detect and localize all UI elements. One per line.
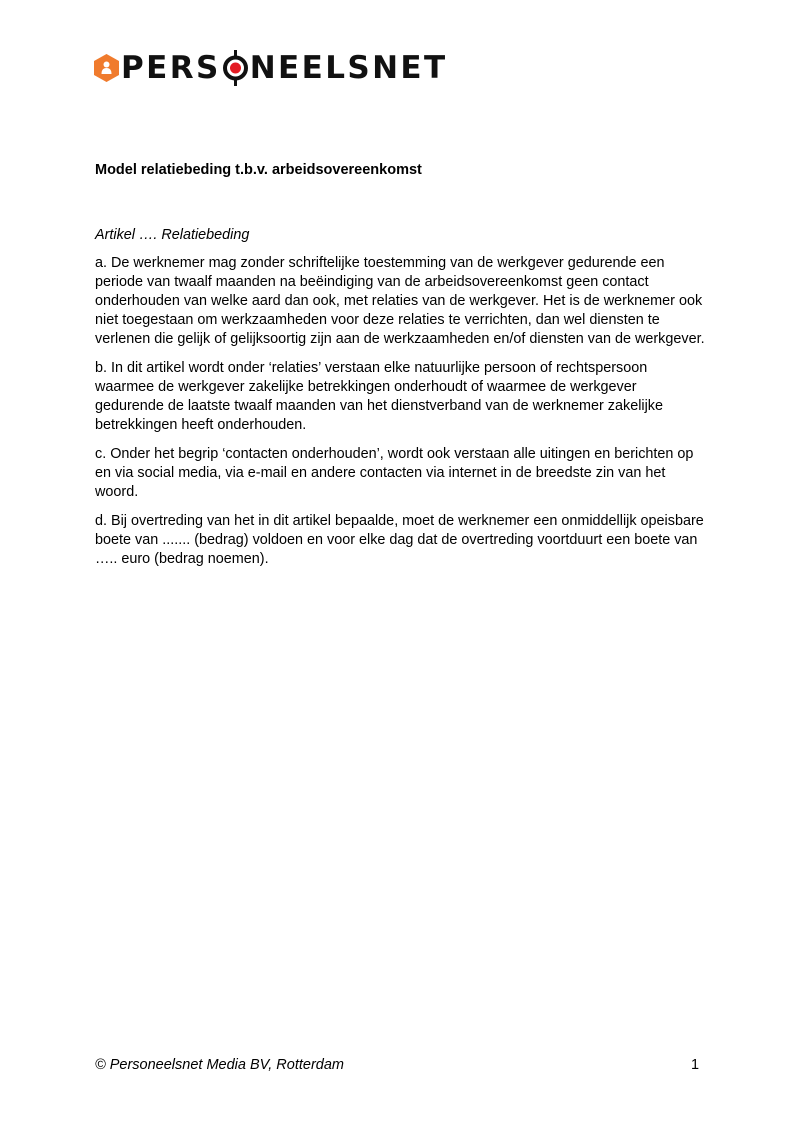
personeelsnet-logo [94, 48, 448, 88]
logo-wordmark [121, 48, 448, 88]
footer-copyright: © Personeelsnet Media BV, Rotterdam [95, 1057, 344, 1073]
logo-text-start: PERS [121, 50, 221, 86]
paragraph-b: b. In dit artikel wordt onder ‘relaties’ verstaan elke natuurlijke persoon of rechtspersoon waarmee de werkgever zakelijke betrekkingen onderhoudt of waarmee de werkgever gedurende de laatste twaalf maanden van het dienstverband van de werknemer zakelijke betrekkingen heeft onderhouden. [95, 360, 663, 433]
page-number: 1 [691, 1057, 700, 1073]
document-title: Model relatiebeding t.b.v. arbeidsovereenkomst [95, 162, 422, 178]
document-body [95, 226, 705, 579]
target-o-icon [222, 48, 249, 88]
person-hexagon-icon [94, 54, 119, 82]
article-heading: Artikel …. Relatiebeding [95, 227, 250, 243]
logo-text-end: NEELSNET [249, 50, 448, 86]
paragraph-c: c. Onder het begrip ‘contacten onderhouden’, wordt ook verstaan alle uitingen en berichten op en via social media, via e-mail en andere contacten via internet in de breedste zin van het woord. [95, 446, 694, 500]
paragraph-a: a. De werknemer mag zonder schriftelijke toestemming van de werkgever gedurende een periode van twaalf maanden na beëindiging van de arbeidsovereenkomst geen contact onderhouden van welke aard dan ook, met relaties van de werkgever. Het is de werknemer ook niet toegestaan om werkzaamheden voor deze relaties te verrichten, dan wel diensten te verlenen die gelijk of gelijksoortig zijn aan de werkzaamheden en/of diensten van de werkgever. [95, 255, 705, 347]
paragraph-d: d. Bij overtreding van het in dit artikel bepaalde, moet de werknemer een onmiddellijk opeisbare boete van ....... (bedrag) voldoen en voor elke dag dat de overtreding voortduurt een boete van ….. euro (bedrag noemen). [95, 513, 704, 567]
